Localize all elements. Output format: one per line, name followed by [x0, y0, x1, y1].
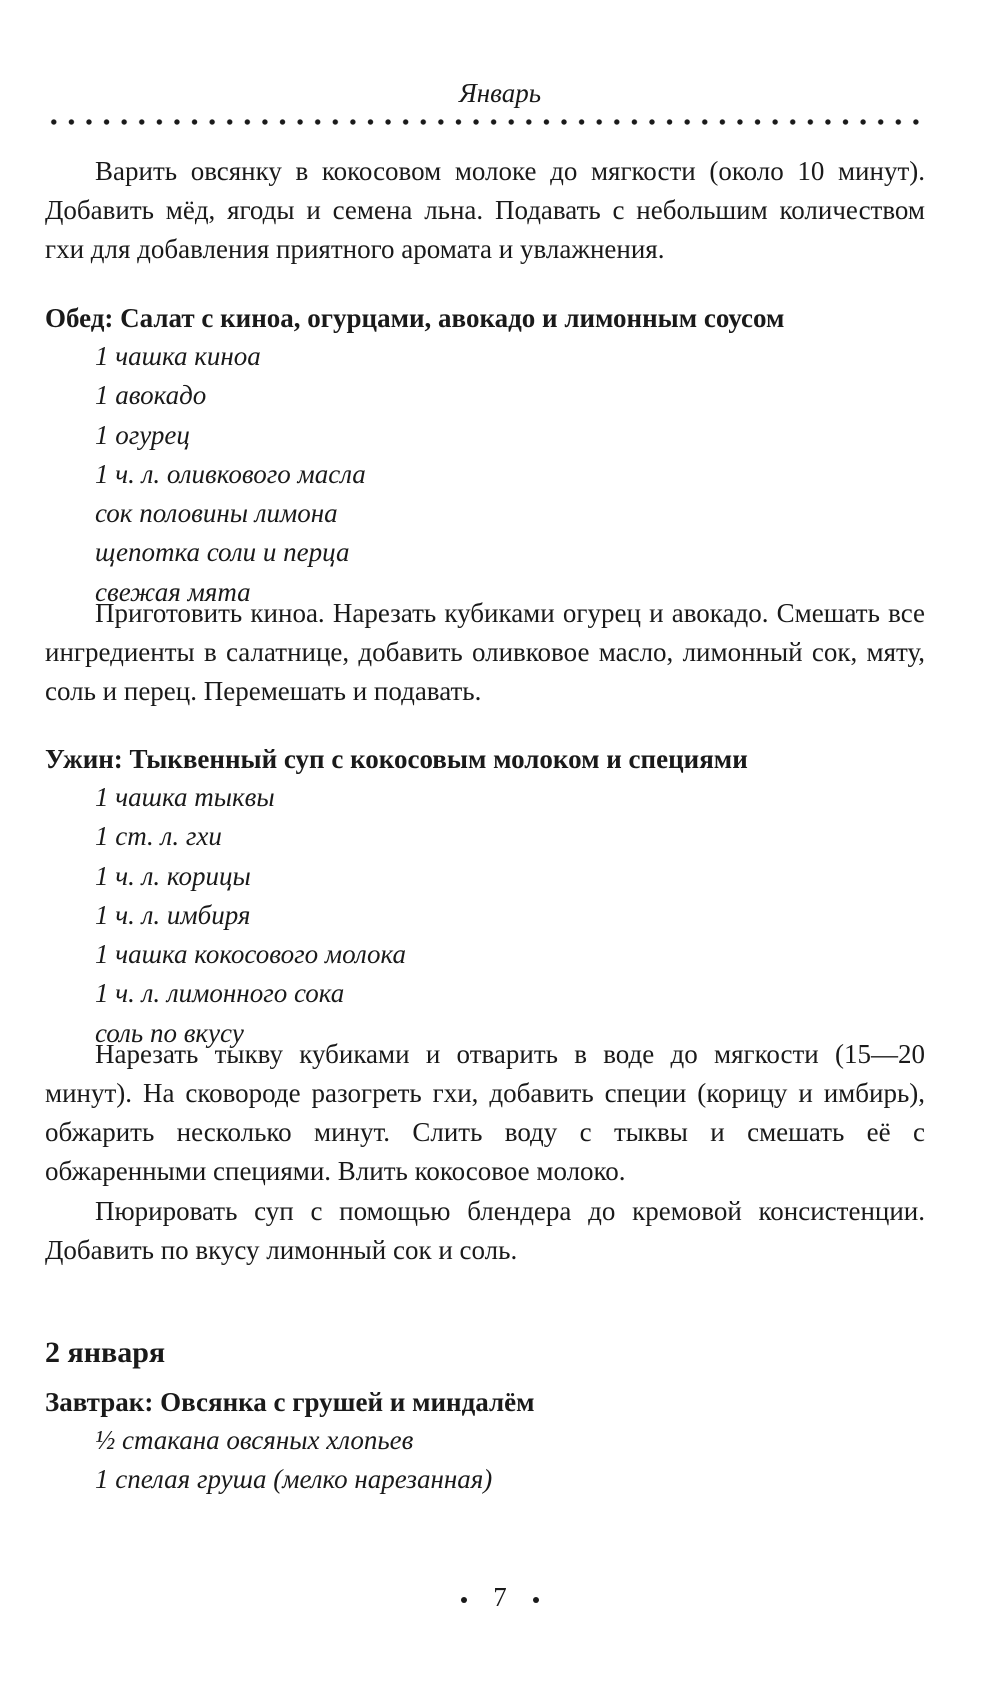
breakfast-ingredients: [95, 1421, 915, 1500]
day-heading: 2 января: [45, 1336, 166, 1369]
ingredient-item: 1 ч. л. корицы: [95, 860, 251, 891]
intro-paragraph: Варить овсянку в кокосовом молоке до мягкости (около 10 минут). Добавить мёд, ягоды и семена льна. Подавать с небольшим количеством гхи для добавления приятного аромата и увлажнения.: [45, 156, 925, 264]
dinner-heading: Ужин: Тыквенный суп с кокосовым молоком и специями: [45, 744, 748, 774]
lunch-instructions: Приготовить киноа. Нарезать кубиками огурец и авокадо. Смешать все ингредиенты в салатнице, добавить оливковое масло, лимонный сок, мяту, соль и перец. Перемешать и подавать.: [45, 598, 925, 706]
ingredient-item: сок половины лимона: [95, 498, 338, 529]
dinner-instructions-2: Пюрировать суп с помощью блендера до кремовой консистенции. Добавить по вкусу лимонный сок и соль.: [45, 1196, 925, 1265]
ingredient-item: 1 огурец: [95, 419, 190, 450]
dotted-rule: [45, 116, 925, 128]
ingredient-item: 1 ч. л. оливкового масла: [95, 458, 366, 489]
dinner-ingredients: [95, 778, 915, 1053]
ingredient-item: 1 чашка тыквы: [95, 782, 275, 812]
ingredient-item: 1 авокадо: [95, 380, 207, 411]
bullet-icon: [533, 1597, 539, 1603]
ingredient-item: 1 спелая груша (мелко нарезанная): [95, 1464, 493, 1495]
ingredient-item: соль по вкусу: [95, 1017, 244, 1048]
ingredient-item: 1 ч. л. лимонного сока: [95, 978, 345, 1009]
page-number: 7: [493, 1582, 507, 1612]
ingredient-item: 1 ст. л. гхи: [95, 821, 222, 852]
lunch-ingredients: [95, 337, 915, 612]
lunch-heading: Обед: Салат с киноа, огурцами, авокадо и лимонным соусом: [45, 303, 785, 333]
ingredient-item: ½ стакана овсяных хлопьев: [95, 1425, 414, 1455]
dinner-instructions-1: Нарезать тыкву кубиками и отварить в воде до мягкости (15—20 минут). На сковороде разогреть гхи, добавить специи (корицу и имбирь), обжарить несколько минут. Слить воду с тыквы и смешать её с обжаренными специями. Влить кокосовое молоко.: [45, 1039, 925, 1186]
ingredient-item: 1 чашка киноа: [95, 341, 261, 371]
ingredient-item: свежая мята: [95, 576, 251, 607]
breakfast-heading: Завтрак: Овсянка с грушей и миндалём: [45, 1387, 535, 1417]
page-footer: [0, 1582, 1000, 1613]
ingredient-item: щепотка соли и перца: [95, 537, 350, 568]
ingredient-item: 1 ч. л. имбиря: [95, 899, 251, 930]
bullet-icon: [461, 1597, 467, 1603]
ingredient-item: 1 чашка кокосового молока: [95, 939, 407, 970]
running-head: Январь: [459, 78, 541, 108]
